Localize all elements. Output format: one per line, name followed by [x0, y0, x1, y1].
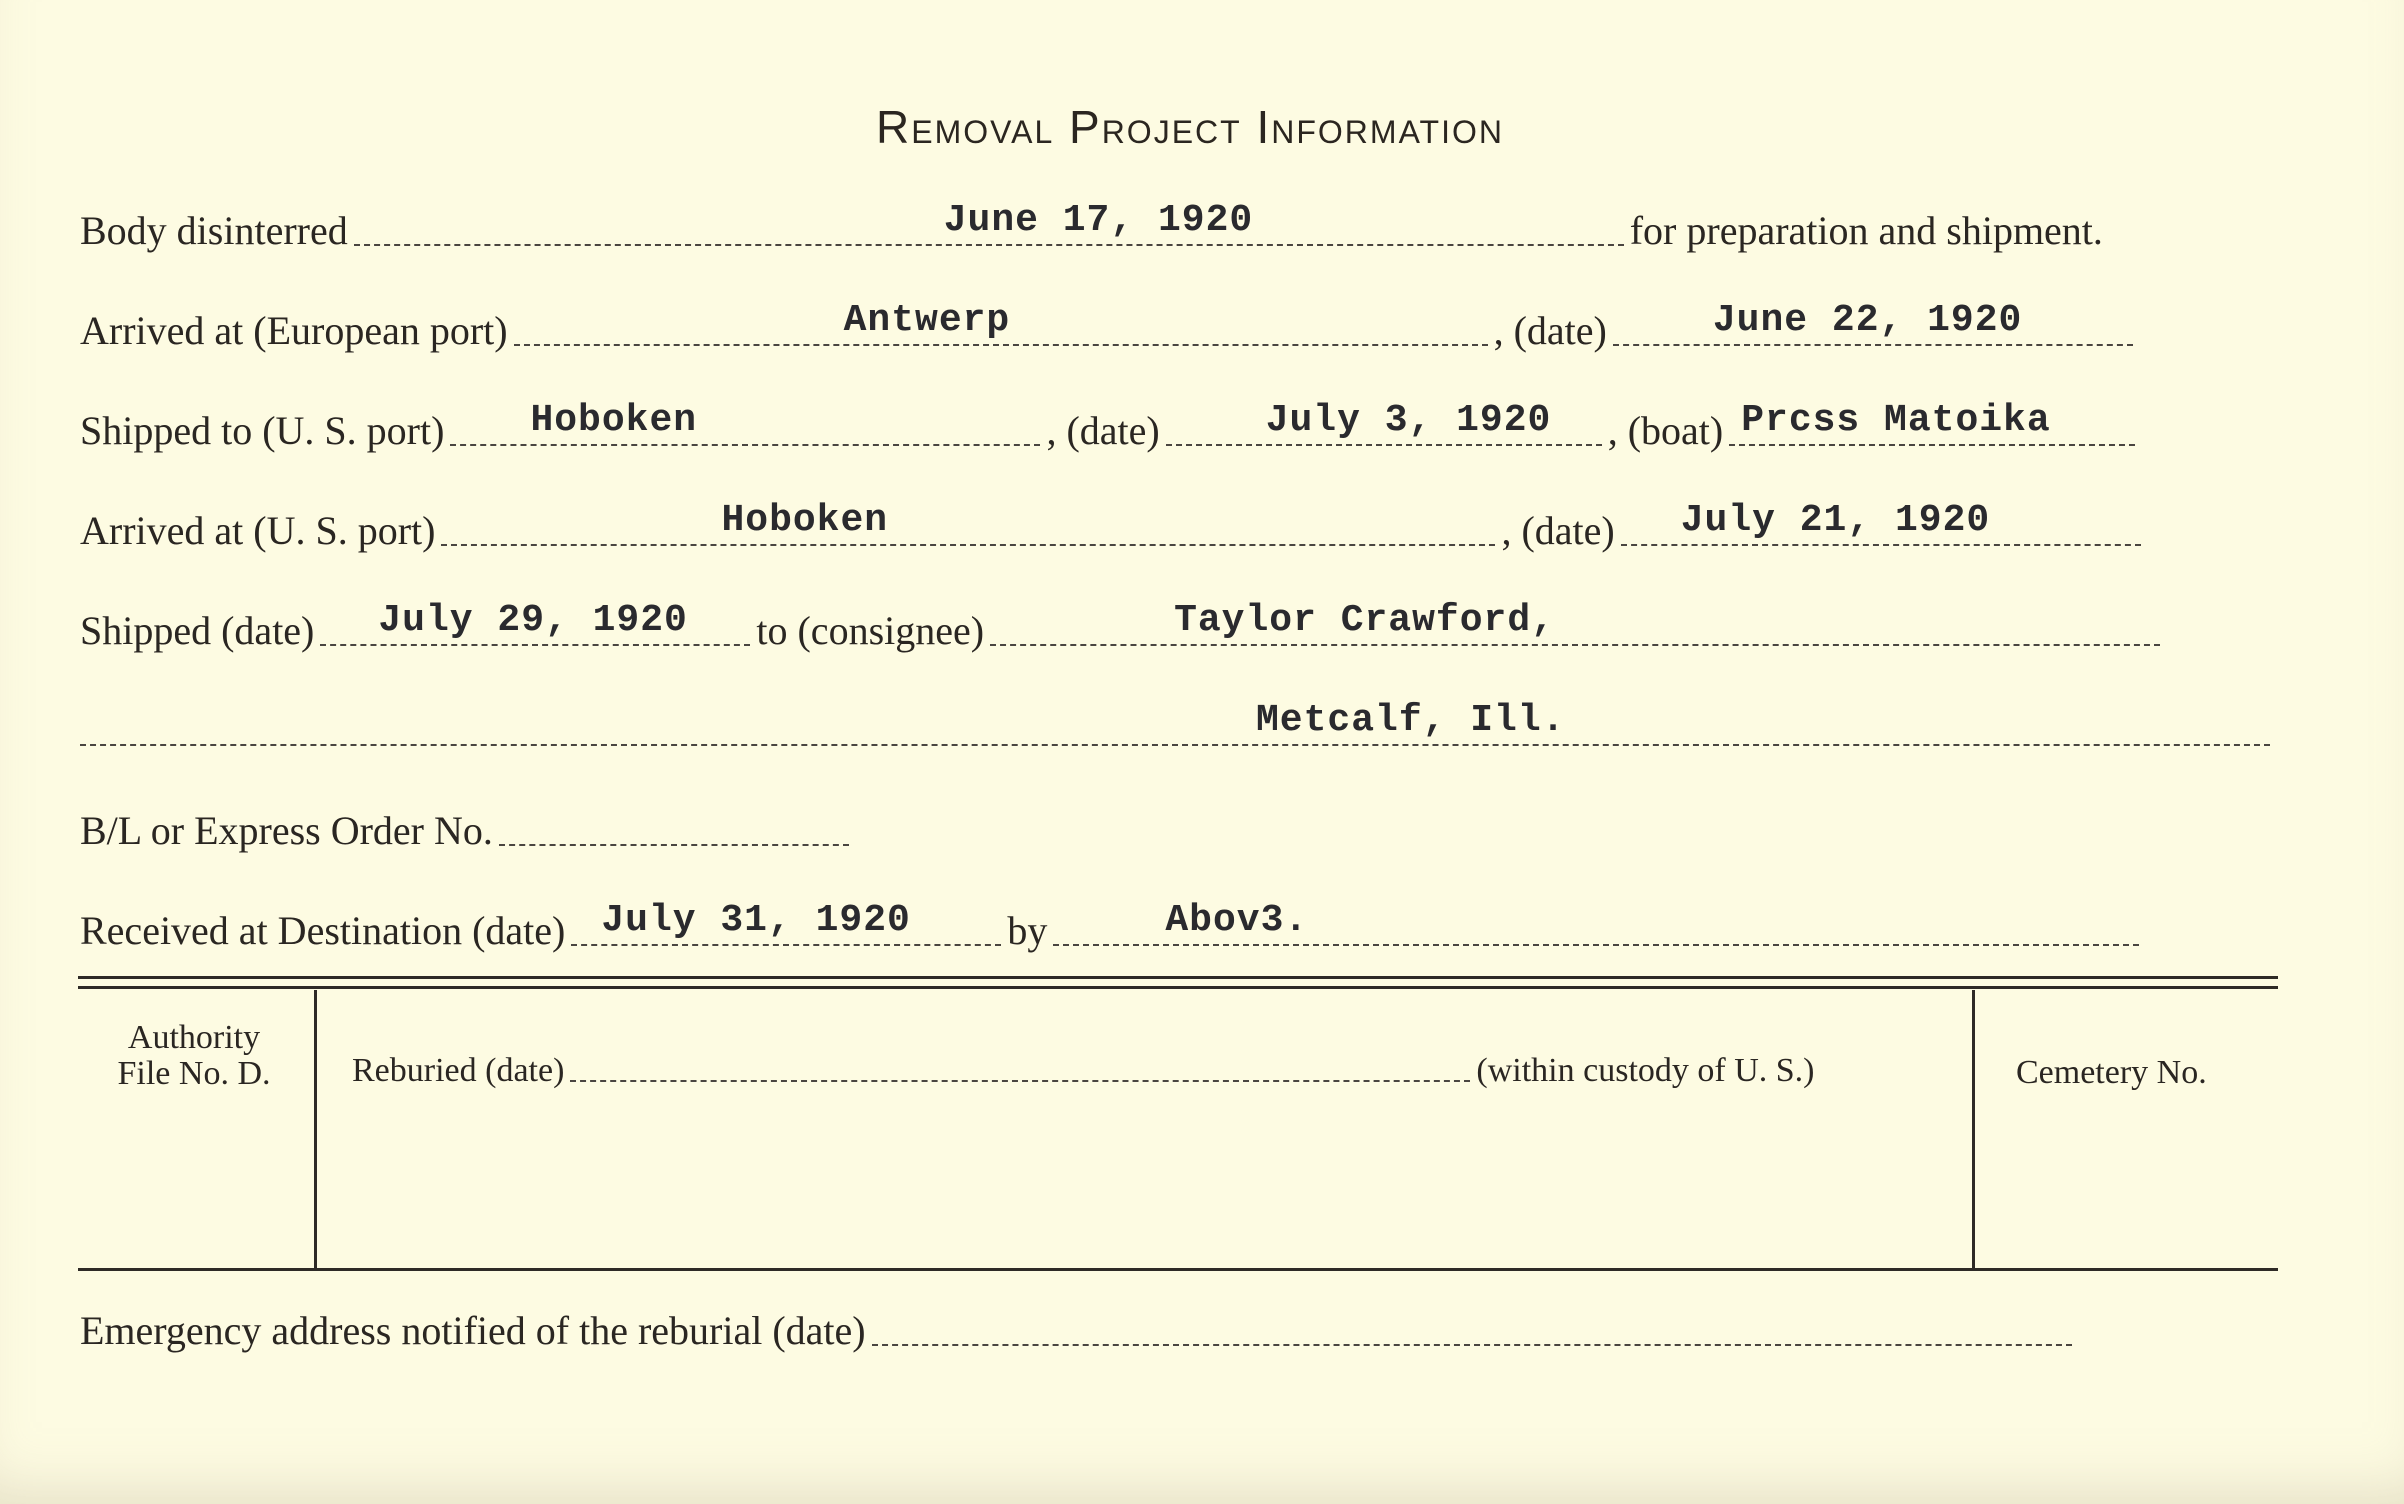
preparation-shipment-label: for preparation and shipment. — [1629, 208, 2103, 253]
consignee-address-value: Metcalf, Ill. — [1256, 699, 1566, 742]
european-port-value: Antwerp — [843, 299, 1011, 342]
arrived-us-port-label: Arrived at (U. S. port) — [80, 508, 436, 553]
european-date-value: June 22, 1920 — [1712, 299, 2023, 342]
bl-express-label: B/L or Express Order No. — [80, 808, 493, 853]
row-shipped-us-port — [80, 400, 2141, 454]
european-port-field[interactable] — [514, 300, 1488, 346]
reburied-row — [352, 1044, 1815, 1090]
row-shipped-consignee — [80, 600, 2166, 654]
table-top-rule — [78, 976, 2278, 979]
boat-field[interactable] — [1729, 400, 2135, 446]
shipped-us-port-label: Shipped to (U. S. port) — [80, 408, 445, 453]
european-date-field[interactable] — [1613, 300, 2133, 346]
reburied-label: Reburied (date) — [352, 1052, 565, 1089]
boat-value: Prcss Matoika — [1741, 399, 2051, 442]
page-title: Removal Project Information — [876, 101, 1504, 153]
consignee-address-field[interactable] — [80, 700, 2270, 746]
row-european-port — [80, 300, 2139, 354]
body-disinterred-value: June 17, 1920 — [943, 199, 1254, 242]
european-date-label: , (date) — [1493, 308, 1607, 353]
arrived-us-port-value: Hoboken — [721, 499, 889, 542]
body-disinterred-field[interactable] — [354, 200, 1624, 246]
arrived-date-field[interactable] — [1621, 500, 2141, 546]
emergency-label: Emergency address notified of the reburial (date) — [80, 1308, 866, 1353]
bl-express-field[interactable] — [499, 800, 849, 846]
consignee-field[interactable] — [990, 600, 2160, 646]
received-label: Received at Destination (date) — [80, 908, 566, 953]
row-bl-express — [80, 800, 855, 854]
row-received — [80, 900, 2145, 954]
consignee-value: Taylor Crawford, — [1174, 599, 1555, 642]
shipped-consignee-date-field[interactable] — [320, 600, 750, 646]
authority-cell — [86, 1020, 302, 1092]
authority-label-line1: Authority — [127, 1019, 261, 1056]
european-port-label: Arrived at (European port) — [80, 308, 508, 353]
received-date-value: July 31, 1920 — [601, 899, 911, 942]
consignee-label: to (consignee) — [756, 608, 985, 653]
arrived-date-label: , (date) — [1501, 508, 1615, 553]
shipped-us-port-field[interactable] — [450, 400, 1040, 446]
received-by-field[interactable] — [1053, 900, 2139, 946]
arrived-us-port-field[interactable] — [441, 500, 1495, 546]
custody-label: (within custody of U. S.) — [1476, 1052, 1815, 1089]
row-emergency — [80, 1300, 2078, 1354]
row-arrived-us-port — [80, 500, 2147, 554]
row-consignee-address — [80, 700, 2276, 754]
reburied-field[interactable] — [570, 1044, 1470, 1082]
boat-label: , (boat) — [1607, 408, 1724, 453]
received-date-field[interactable] — [571, 900, 1001, 946]
received-by-label: by — [1007, 908, 1048, 953]
row-body-disinterred — [80, 200, 2103, 254]
authority-label-line2: File No. D. — [117, 1055, 271, 1092]
body-disinterred-label: Body disinterred — [80, 208, 348, 253]
shipped-date-label: , (date) — [1046, 408, 1160, 453]
table-divider-right — [1972, 990, 1975, 1268]
shipped-consignee-date-value: July 29, 1920 — [378, 599, 688, 642]
cemetery-label: Cemetery No. — [2016, 1054, 2207, 1091]
shipped-date-label-2: Shipped (date) — [80, 608, 315, 653]
table-bottom-rule — [78, 1268, 2278, 1271]
arrived-date-value: July 21, 1920 — [1680, 499, 1991, 542]
shipped-date-value: July 3, 1920 — [1265, 399, 1552, 442]
received-by-value: Abov3. — [1165, 899, 1309, 942]
table-top-rule-2 — [78, 986, 2278, 989]
shipped-date-field[interactable] — [1166, 400, 1602, 446]
shipped-us-port-value: Hoboken — [530, 399, 698, 442]
emergency-field[interactable] — [872, 1300, 2072, 1346]
table-divider-left — [314, 990, 317, 1268]
